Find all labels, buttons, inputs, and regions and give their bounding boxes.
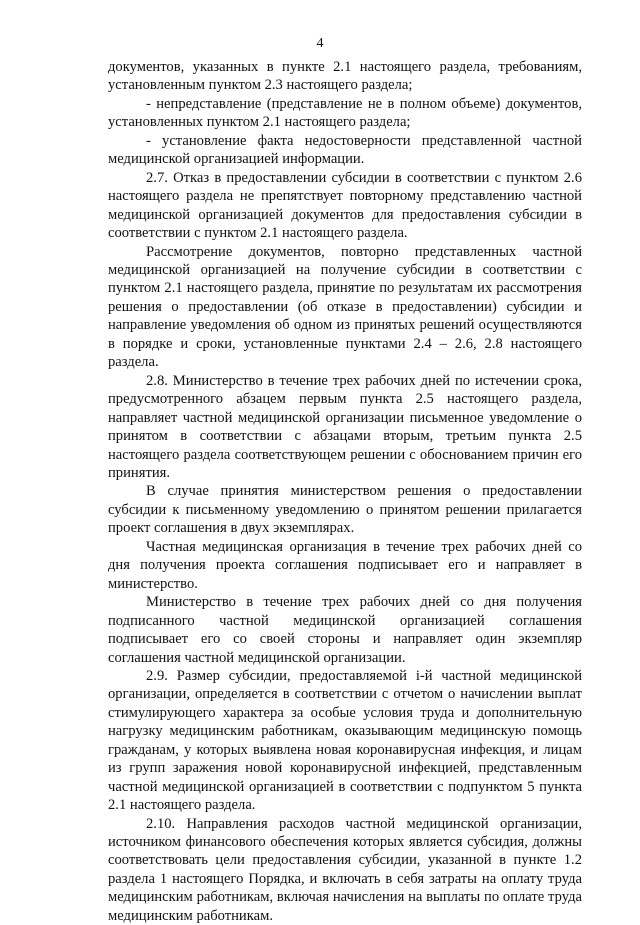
clause-2-9: 2.9. Размер субсидии, предоставляемой i-й частной медицинской организации, определяется в соответствии с отчетом о начислении выплат стимулирующего характера за особые условия труда и дополнительную нагрузку медицинским работникам, оказывающим медицинскую помощь гражданам, у которых выявлена новая коронавирусная инфекция, и лицам из групп заражения новой коронавирусной инфекцией, представленным частной медицинской организацией в соответствии с подпунктом 5 пункта 2.1 настоящего раздела. <box>108 667 582 814</box>
paragraph-continuation: документов, указанных в пункте 2.1 настоящего раздела, требованиям, установленным пунктом 2.3 настоящего раздела; <box>108 59 582 94</box>
clause-2-8-draft-agreement: В случае принятия министерством решения о предоставлении субсидии к письменному уведомлению о принятом решении прилагается проект соглашения в двух экземплярах. <box>108 483 582 537</box>
document-body <box>108 58 582 925</box>
clause-2-10: 2.10. Направления расходов частной медицинской организации, источником финансового обеспечения которых является субсидия, должны соответствовать цели предоставления субсидии, указанной в пункте 1.2 раздела 1 настоящего Порядка, и включать в себя затраты на оплату труда медицинским работникам, включая начисления на выплаты по оплате труда медицинским работникам. <box>108 815 582 924</box>
clause-2-8-signing: Частная медицинская организация в течение трех рабочих дней со дня получения проекта соглашения подписывает его и направляет в министерство. <box>108 538 582 592</box>
clause-2-7-review: Рассмотрение документов, повторно представленных частной медицинской организацией на получение субсидии в соответствии с пунктом 2.1 настоящего раздела, принятие по результатам их рассмотрения решения о предоставлении (об отказе в предоставлении) субсидии и направление уведомления об одном из принятых решений осуществляются в порядке и сроки, установленные пунктами 2.4 – 2.6, 2.8 настоящего раздела. <box>108 243 582 371</box>
page-number: 4 <box>316 36 324 51</box>
list-item-nonsubmission: - непредставление (представление не в полном объеме) документов, установленных пунктом 2.1 настоящего раздела; <box>108 95 582 131</box>
clause-2-8: 2.8. Министерство в течение трех рабочих дней по истечении срока, предусмотренного абзацем первым пункта 2.5 настоящего раздела, направляет частной медицинской организации письменное уведомление о принятом в соответствии с абзацами вторым, третьим пункта 2.5 настоящего раздела соответствующем решении с обоснованием причин его принятия. <box>108 372 582 481</box>
clause-2-7: 2.7. Отказ в предоставлении субсидии в соответствии с пунктом 2.6 настоящего раздела не препятствует повторному представлению частной медицинской организацией документов для предоставления субсидии в соответствии с пунктом 2.1 настоящего раздела. <box>108 169 582 242</box>
list-item-unreliable-info: - установление факта недостоверности представленной частной медицинской организацией информации. <box>108 132 582 168</box>
clause-2-8-ministry-signing: Министерство в течение трех рабочих дней со дня получения подписанного частной медицинской организацией соглашения подписывает его со своей стороны и направляет один экземпляр соглашения частной медицинской организации. <box>108 594 582 666</box>
